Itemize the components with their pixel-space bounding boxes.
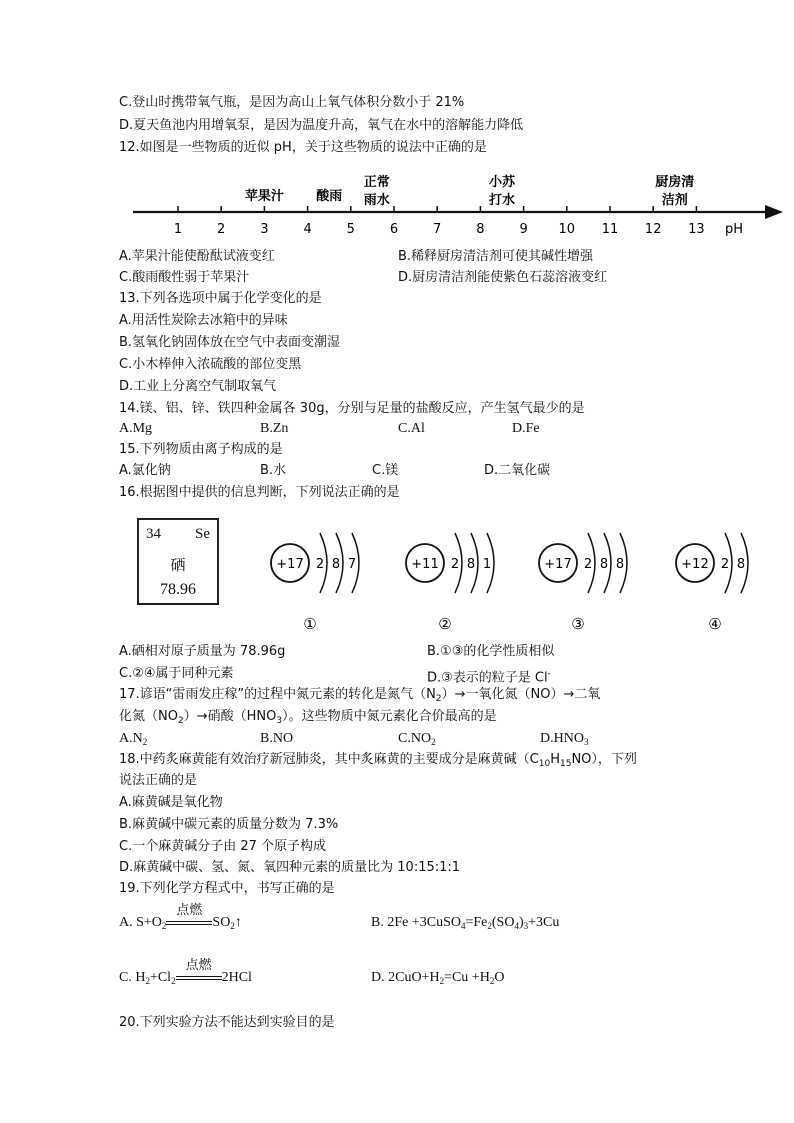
q14-option-b: B.Zn <box>260 421 289 436</box>
atom-diagram-label: ④ <box>708 615 722 633</box>
q12-option-a: A.苹果汁能使酚酞试液变红 <box>119 249 275 264</box>
nucleus-charge: +17 <box>276 557 304 572</box>
q18-option-a: A.麻黄碱是氧化物 <box>119 795 223 810</box>
q15-option-b: B.水 <box>260 463 287 478</box>
ph-tick-label: 6 <box>389 222 399 237</box>
q14-option-d: D.Fe <box>512 421 540 436</box>
q16-option-c: C.②④属于同种元素 <box>119 666 234 681</box>
q15-option-d: D.二氧化碳 <box>484 463 551 478</box>
q18-line-2: 说法正确的是 <box>119 773 198 788</box>
q17-option-a: $A.N_2$ <box>119 731 148 747</box>
atom-structure-diagrams <box>250 508 770 638</box>
q12-stem: 12.如图是一些物质的近似 pH，关于这些物质的说法中正确的是 <box>119 140 487 155</box>
q15-option-c: C.镁 <box>372 463 399 478</box>
ph-tick-label: 2 <box>217 222 226 237</box>
q15-option-a: A.氯化钠 <box>119 463 171 478</box>
ph-substance-label: 洁剂 <box>661 193 688 208</box>
ph-substance-label: 正常 <box>363 175 390 190</box>
ph-axis-arrow <box>765 205 783 219</box>
q17-line-2: 化氮$(NO_2)\to$硝酸$(HNO_3)$。这些物质中氮元素化合价最高的是 <box>119 709 497 726</box>
ph-substance-label: 雨水 <box>363 193 390 208</box>
atom-diagram-label: ② <box>438 615 452 633</box>
atomic-number: 34 <box>146 526 161 542</box>
ph-tick-label: 7 <box>433 222 442 237</box>
ph-axis-label: pH <box>725 222 744 237</box>
ph-substance-label: 厨房清 <box>655 175 695 190</box>
q19-option-d: D. $2CuO+H_2=Cu +H_2O$ <box>371 970 505 986</box>
shell-electron-count: 8 <box>331 557 341 572</box>
q16-option-a: A.硒相对原子质量为 78.96g <box>119 644 286 659</box>
ph-substance-label: 小苏 <box>488 175 516 190</box>
shell-electron-count: 8 <box>599 557 609 572</box>
ph-scale-figure <box>125 162 790 242</box>
atomic-mass: 78.96 <box>160 581 196 598</box>
ph-tick-label: 1 <box>173 222 183 237</box>
nucleus-charge: +17 <box>544 557 572 572</box>
q18-option-b: B.麻黄碱中碳元素的质量分数为 7.3% <box>119 817 339 832</box>
q17-line-1: 17.谚语“雷雨发庄稼”的过程中氮元素的转化是氮气$(N_2)\to$一氧化氮（NO）→二氧 <box>119 687 601 704</box>
ph-substance-label: 打水 <box>488 193 516 208</box>
ph-tick-label: 3 <box>260 222 269 237</box>
ph-substance-label: 酸雨 <box>316 189 343 204</box>
q12-option-b: B.稀释厨房清洁剂可使其碱性增强 <box>398 249 594 264</box>
ph-tick-label: 10 <box>558 222 576 237</box>
q13-option-d: D.工业上分离空气制取氧气 <box>119 379 277 394</box>
element-symbol: Se <box>195 526 210 542</box>
reaction-condition: 点燃 <box>166 915 212 931</box>
q17-option-c: $C.NO_2$ <box>398 731 436 747</box>
ph-substance-label: 苹果汁 <box>244 189 284 204</box>
q19-option-b: B. $2Fe +3CuSO_4=Fe_2(SO_4)_3+3Cu$ <box>371 915 560 931</box>
shell-electron-count: 8 <box>736 557 746 572</box>
ph-tick-label: 11 <box>601 222 619 237</box>
shell-electron-count: 2 <box>720 557 730 572</box>
ph-tick-label: 5 <box>346 222 355 237</box>
nucleus-charge: +12 <box>681 557 709 572</box>
nucleus-charge: +11 <box>411 557 439 572</box>
q20-stem: 20.下列实验方法不能达到实验目的是 <box>119 1015 335 1030</box>
element-name: 硒 <box>170 556 186 574</box>
q18-option-c: C.一个麻黄碱分子由 27 个原子构成 <box>119 839 327 854</box>
q12-option-d: D.厨房清洁剂能使紫色石蕊溶液变红 <box>398 270 608 285</box>
q19-stem: 19.下列化学方程式中，书写正确的是 <box>119 881 335 896</box>
q16-option-d: D.③表示的粒子是 Cl- <box>427 669 551 686</box>
shell-electron-count: 8 <box>466 557 476 572</box>
shell-electron-count: 2 <box>450 557 460 572</box>
ph-tick-label: 4 <box>303 222 312 237</box>
q17-option-b: B.NO <box>260 731 294 746</box>
shell-electron-count: 2 <box>315 557 325 572</box>
q11-option-c: C.登山时携带氧气瓶，是因为高山上氧气体积分数小于 21% <box>119 95 465 110</box>
q11-option-d: D.夏天鱼池内用增氧泵，是因为温度升高，氧气在水中的溶解能力降低 <box>119 118 524 133</box>
ph-tick-label: 9 <box>519 222 528 237</box>
atom-diagram-label: ① <box>303 615 317 633</box>
ph-tick-label: 8 <box>476 222 485 237</box>
q12-option-c: C.酸雨酸性弱于苹果汁 <box>119 270 250 285</box>
q13-option-a: A.用活性炭除去冰箱中的异味 <box>119 313 288 328</box>
q14-option-c: C.Al <box>398 421 425 436</box>
q18-line-1: 18.中药炙麻黄能有效治疗新冠肺炎，其中炙麻黄的主要成分是麻黄碱$(C_{10}H_{15}NO)$，下列 <box>119 752 637 769</box>
q16-stem: 16.根据图中提供的信息判断，下列说法正确的是 <box>119 485 400 500</box>
q14-stem: 14.镁、铝、锌、铁四种金属各 30g，分别与足量的盐酸反应，产生氢气最少的是 <box>119 401 585 416</box>
q14-option-a: A.Mg <box>119 421 153 436</box>
shell-electron-count: 1 <box>482 557 492 572</box>
q17-option-d: $D.HNO_3$ <box>540 731 589 747</box>
element-card-se <box>137 518 219 605</box>
shell-electron-count: 8 <box>615 557 625 572</box>
q13-option-c: C.小木棒伸入浓硫酸的部位变黑 <box>119 357 302 372</box>
shell-electron-count: 7 <box>347 557 357 572</box>
q19-option-c: C. $H_2+Cl_2$ 点燃 2HCl <box>119 958 252 986</box>
q16-option-b: B.①③的化学性质相似 <box>427 644 555 659</box>
reaction-condition: 点燃 <box>176 970 222 986</box>
q18-option-d: D.麻黄碱中碳、氢、氮、氧四种元素的质量比为 10:15:1:1 <box>119 860 461 875</box>
shell-electron-count: 2 <box>583 557 593 572</box>
atom-diagram-label: ③ <box>571 615 585 633</box>
q15-stem: 15.下列物质由离子构成的是 <box>119 442 283 457</box>
ph-tick-label: 12 <box>644 222 662 237</box>
ph-tick-label: 13 <box>688 222 705 237</box>
q13-stem: 13.下列各选项中属于化学变化的是 <box>119 291 322 306</box>
q19-option-a: A. $S+O_2$ 点燃 $SO_2↑$ <box>119 903 242 931</box>
q13-option-b: B.氢氧化钠固体放在空气中表面变潮湿 <box>119 335 341 350</box>
